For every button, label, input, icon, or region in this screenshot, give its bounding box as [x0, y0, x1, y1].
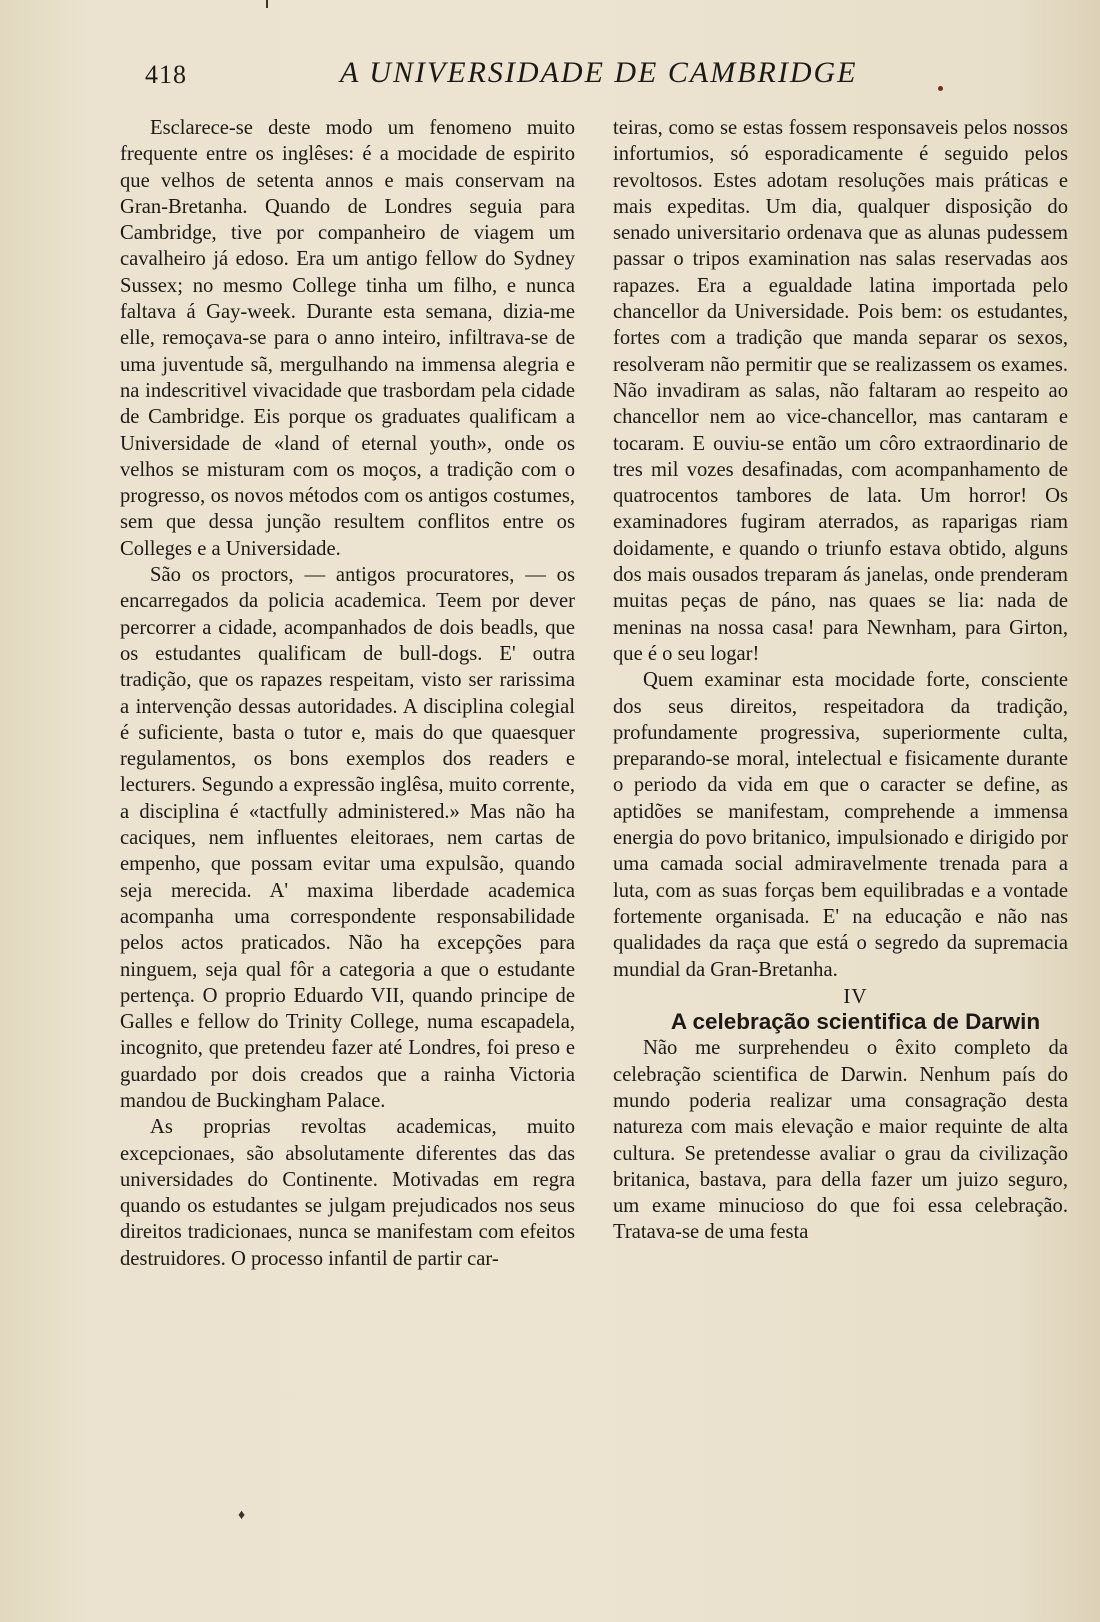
page-number: 418 [145, 60, 187, 89]
bottom-printer-mark: ♦ [238, 1508, 246, 1523]
paragraph: Não me surprehendeu o êxito completo da celebração scientifica de Darwin. Nenhum país do mundo poderia realizar uma consagração desta natureza com mais elevação e maior requinte de alta cultura. Se pretendesse avaliar o grau da civilização britanica, bastava, para della fazer um juizo seguro, um exame minucioso do que foi essa celebração. Tratava-se de uma festa [613, 1037, 1068, 1244]
section-title: A celebração scientifica de Darwin [670, 1009, 1041, 1035]
paragraph: Quem examinar esta mocidade forte, consciente dos seus direitos, respeitadora da tradição, profundamente progressiva, superiormente culta, preparando-se moral, intelectual e fisicamente durante o periodo da vida em que o caracter se define, as aptidões se manifestam, comprehende a immensa energia do povo britanico, impulsionado e dirigido por uma camada social admiravelmente trenada para a luta, com as suas forças bem equilibradas e a vontade fortemente organisada. E' na educação e não nas qualidades da raça que está o segredo da supremacia mundial da Gran-Bretanha. [613, 669, 1068, 981]
paragraph: teiras, como se estas fossem responsaveis pelos nossos infortumios, só esporadicamente é seguido pelos revoltosos. Estes adotam resoluções mais práticas e mais expeditas. Um dia, qualquer disposição do senado universitario ordenava que as alunas pudessem passar o tripos examination nas salas reservadas aos rapazes. Era a egualdade latina importada pelo chancellor da Universidade. Pois bem: os estudantes, fortes com a tradição que manda separar os sexos, resolveram não permitir que se realizassem os exames. Não invadiram as salas, não faltaram ao respeito ao chancellor nem ao vice-chancellor, mas cantaram e tocaram. E ouviu-se então um côro extraordinario de tres mil vozes desafinadas, com acompanhamento de quatrocentos tambores de lata. Um horror! Os examinadores fugiram aterrados, as raparigas riam doidamente, e quando o triunfo estava obtido, alguns dos mais ousados treparam ás janelas, onde prenderam muitas peças de páno, nas quaes se lia: nada de meninas na nossa casa! para Newnham, para Girton, que é o seu logar! [613, 117, 1068, 665]
running-title: A UNIVERSIDADE DE CAMBRIDGE [340, 56, 858, 89]
paragraph: Esclarece-se deste modo um fenomeno muito frequente entre os inglêses: é a mocidade de espirito que velhos de setenta annos e mais conservam na Gran-Bretanha. Quando de Londres seguia para Cambridge, tive por companheiro de viagem um cavalheiro já edoso. Era um antigo fellow do Sydney Sussex; no mesmo College tinha um filho, e nunca faltava á Gay-week. Durante esta semana, dizia-me elle, remoçava-se para o anno inteiro, infiltrava-se de uma juventude sã, mergulhando na immensa alegria e na indescritivel vivacidade que trasbordam pela cidade de Cambridge. Eis porque os graduates qualificam a Universidade de «land of eternal youth», onde os velhos se misturam com os moços, a tradição com o progresso, os novos métodos com os antigos costumes, sem que dessa junção resultem conflitos entre os Colleges e a Universidade. [120, 117, 575, 560]
right-column [613, 115, 1068, 1246]
paragraph: São os proctors, — antigos procuratores, — os encarregados da policia academica. Teem por dever percorrer a cidade, acompanhados de dois beadls, que os estudantes qualificam de bull-dogs. E' outra tradição, que os rapazes respeitam, visto ser rarissima a intervenção dessas autoridades. A disciplina colegial é suficiente, basta o tutor e, mais do que quaesquer regulamentos, os bons exemplos dos readers e lecturers. Segundo a expressão inglêsa, muito corrente, a disciplina é «tactfully administered.» Mas não ha caciques, nem influentes eleitoraes, nem cartas de empenho, que possam evitar uma expulsão, quando seja merecida. A' maxima liberdade academica acompanha uma correspondente responsabilidade pelos actos praticados. Não ha excepções para ninguem, seja qual fôr a categoria a que o estudante pertença. O proprio Eduardo VII, quando principe de Galles e fellow do Trinity College, numa escapadela, incognito, que pretendeu fazer até Londres, foi preso e guardado por dois creados que a rainha Victoria mandou de Buckingham Palace. [120, 564, 575, 1112]
left-column [120, 115, 575, 1272]
page-header [145, 56, 1005, 96]
paragraph: As proprias revoltas academicas, muito excepcionaes, são absolutamente diferentes das das universidades do Continente. Motivadas em regra quando os estudantes se julgam prejudicados nos seus direitos tradicionaes, nunca se manifestam com efeitos destruidores. O processo infantil de partir car- [120, 1116, 575, 1270]
scan-mark [266, 0, 268, 8]
section-number: IV [843, 983, 868, 1008]
